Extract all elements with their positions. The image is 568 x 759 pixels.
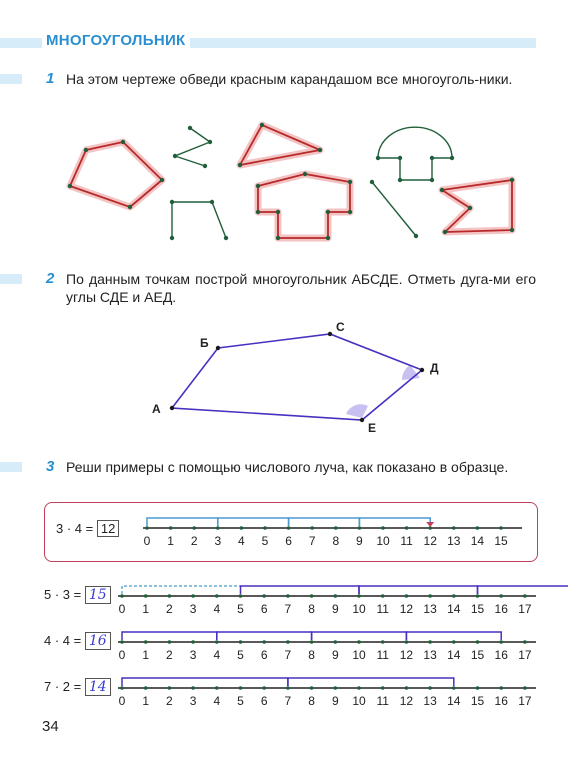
- number-line-tick-label: 17: [518, 694, 532, 708]
- number-line-tick: [334, 686, 338, 690]
- task1-number: 1: [46, 70, 55, 87]
- number-line-tick: [405, 640, 409, 644]
- number-line-tick-label: 6: [260, 694, 268, 708]
- jump-arc: [241, 586, 360, 594]
- number-line-tick: [168, 686, 172, 690]
- task3-number: 3: [46, 458, 55, 475]
- number-line-tick: [357, 640, 361, 644]
- jump-arrow: [426, 522, 434, 527]
- number-line-tick: [191, 640, 195, 644]
- number-line-tick: [428, 686, 432, 690]
- number-line-tick: [168, 640, 172, 644]
- number-line-tick: [144, 640, 148, 644]
- number-line-tick-label: 1: [167, 534, 174, 548]
- jump-arc: [359, 586, 478, 594]
- number-line-tick-label: 5: [237, 694, 244, 708]
- number-line-tick: [428, 594, 432, 598]
- number-line-tick-label: 10: [352, 602, 366, 616]
- sample-expr-text: 3 · 4 =: [56, 521, 94, 536]
- number-line-tick: [169, 526, 173, 530]
- number-line-tick-label: 10: [376, 534, 390, 548]
- number-line-tick: [310, 640, 314, 644]
- jump-arc: [218, 518, 289, 526]
- number-line-tick-label: 12: [423, 534, 437, 548]
- number-line-tick-label: 16: [494, 602, 508, 616]
- number-line-tick: [239, 594, 243, 598]
- number-line-tick: [263, 526, 267, 530]
- number-line-tick: [286, 594, 290, 598]
- number-line-tick: [239, 640, 243, 644]
- number-line-tick: [191, 594, 195, 598]
- number-line-tick-label: 16: [494, 648, 508, 662]
- number-line-tick-label: 5: [237, 602, 244, 616]
- number-line-tick-label: 2: [166, 648, 173, 662]
- number-line-tick: [334, 526, 338, 530]
- number-line-tick: [476, 594, 480, 598]
- number-line-tick-label: 4: [213, 694, 221, 708]
- jump-arc: [406, 632, 501, 640]
- number-line-tick: [523, 686, 527, 690]
- number-line-tick: [287, 526, 291, 530]
- number-line-tick-label: 3: [189, 648, 197, 662]
- number-line-tick-label: 15: [470, 602, 485, 616]
- number-line-tick-label: 3: [214, 534, 222, 548]
- number-line-tick-label: 13: [423, 648, 437, 662]
- number-line-tick: [216, 526, 220, 530]
- number-line-tick-label: 10: [352, 648, 366, 662]
- number-line-tick-label: 2: [166, 694, 173, 708]
- number-line-tick: [499, 686, 503, 690]
- task3-text: Реши примеры с помощью числового луча, как показано в образце.: [66, 459, 509, 475]
- number-line-tick-label: 13: [423, 694, 437, 708]
- number-line-tick: [381, 594, 385, 598]
- number-line-tick-label: 0: [143, 534, 151, 548]
- number-line-tick: [262, 594, 266, 598]
- number-line-tick-label: 11: [376, 694, 389, 708]
- number-line-tick-label: 15: [470, 694, 485, 708]
- number-line-tick: [192, 526, 196, 530]
- number-line-tick: [239, 686, 243, 690]
- point-label-d: Д: [430, 361, 439, 375]
- number-line-tick: [240, 526, 244, 530]
- number-line-tick-label: 9: [356, 534, 363, 548]
- number-line-tick: [310, 526, 314, 530]
- number-line-tick: [381, 526, 385, 530]
- number-line-tick: [310, 686, 314, 690]
- jump-arc: [217, 632, 312, 640]
- example-answer-box[interactable]: 15: [85, 586, 111, 604]
- number-line-tick: [499, 640, 503, 644]
- number-line-tick: [145, 526, 149, 530]
- number-line-tick: [452, 594, 456, 598]
- example-expr-text: 4 · 4 =: [44, 633, 82, 648]
- number-line-tick-label: 7: [284, 602, 292, 616]
- number-line-tick: [358, 526, 362, 530]
- page-title: МНОГОУГОЛЬНИК: [46, 32, 186, 49]
- point-label-b: Б: [200, 336, 209, 350]
- number-line-tick: [405, 686, 409, 690]
- number-line-tick: [286, 686, 290, 690]
- number-line-tick: [262, 686, 266, 690]
- number-line-tick-label: 10: [352, 694, 366, 708]
- jump-arc: [288, 678, 454, 686]
- number-line-tick-label: 6: [285, 534, 292, 548]
- number-line-tick-label: 0: [118, 648, 126, 662]
- point-label-a: А: [152, 402, 161, 416]
- number-line-tick: [381, 686, 385, 690]
- number-line-tick: [168, 594, 172, 598]
- example-expr-text: 7 · 2 =: [44, 679, 82, 694]
- number-line-tick-label: 8: [308, 648, 315, 662]
- number-line-tick-label: 12: [399, 694, 414, 708]
- number-line-tick-label: 2: [190, 534, 198, 548]
- number-line-tick: [476, 686, 480, 690]
- number-line-tick-label: 8: [308, 602, 315, 616]
- number-line-tick-label: 15: [470, 648, 485, 662]
- number-line-tick-label: 15: [494, 534, 508, 548]
- number-line-tick-label: 5: [237, 648, 244, 662]
- number-line-tick: [286, 640, 290, 644]
- point-label-e: Е: [368, 421, 377, 435]
- number-line-tick-label: 9: [331, 694, 339, 708]
- number-line-tick: [144, 686, 148, 690]
- number-line-tick-label: 2: [166, 602, 173, 616]
- number-line-tick-label: 14: [447, 648, 461, 662]
- number-line-tick: [381, 640, 385, 644]
- number-line-tick-label: 7: [284, 648, 292, 662]
- number-line-tick: [215, 686, 219, 690]
- number-line-tick-label: 16: [494, 694, 508, 708]
- number-line-tick: [523, 594, 527, 598]
- number-line-tick-label: 4: [213, 602, 221, 616]
- example-expr-text: 5 · 3 =: [44, 587, 82, 602]
- number-line-tick-label: 8: [308, 694, 315, 708]
- number-line-tick-label: 17: [518, 602, 532, 616]
- number-line-tick: [499, 526, 503, 530]
- number-line-tick-label: 14: [447, 602, 461, 616]
- number-line-tick-label: 6: [260, 648, 268, 662]
- number-line-tick-label: 3: [189, 602, 197, 616]
- example-answer-box[interactable]: 16: [85, 632, 111, 650]
- number-line-tick: [452, 526, 456, 530]
- number-line-tick-label: 5: [261, 534, 269, 548]
- task2-text: По данным точкам построй многоугольник АБСДЕ. Отметь дуга-ми его углы СДЕ и АЕД.: [66, 271, 536, 305]
- number-line-tick: [334, 594, 338, 598]
- number-line-tick-label: 3: [189, 694, 197, 708]
- number-line-tick-label: 14: [470, 534, 485, 548]
- number-line-tick-label: 1: [142, 648, 150, 662]
- jump-arc: [359, 518, 430, 526]
- number-line-tick-label: 9: [331, 648, 339, 662]
- jump-arc: [122, 678, 288, 686]
- number-line-tick: [120, 686, 124, 690]
- number-line-tick: [452, 686, 456, 690]
- jump-arc: [147, 518, 218, 526]
- number-line-tick-label: 9: [331, 602, 339, 616]
- number-line-tick: [334, 640, 338, 644]
- number-line-tick-label: 4: [213, 648, 221, 662]
- number-line-tick: [405, 594, 409, 598]
- jump-arc: [289, 518, 360, 526]
- number-line-tick: [215, 640, 219, 644]
- number-line-tick: [452, 640, 456, 644]
- number-line-tick-label: 0: [118, 602, 126, 616]
- number-line-tick-label: 6: [260, 602, 268, 616]
- number-line-tick: [215, 594, 219, 598]
- number-line-tick: [357, 686, 361, 690]
- number-line-tick-label: 12: [399, 602, 414, 616]
- number-line-tick-label: 11: [400, 534, 413, 548]
- number-line-tick-label: 14: [447, 694, 461, 708]
- jump-arc: [312, 632, 407, 640]
- number-line-tick-label: 7: [284, 694, 292, 708]
- number-line-tick: [191, 686, 195, 690]
- page-number: 34: [42, 718, 59, 735]
- number-line-tick: [310, 594, 314, 598]
- jump-arc: [478, 586, 568, 594]
- number-line-tick-label: 12: [399, 648, 414, 662]
- number-line-tick-label: 8: [332, 534, 340, 548]
- task1-text: На этом чертеже обведи красным карандашом все многоуголь-ники.: [66, 71, 513, 87]
- number-line-tick: [262, 640, 266, 644]
- number-line-tick-label: 17: [518, 648, 532, 662]
- task2-number: 2: [46, 270, 55, 287]
- number-line-tick: [476, 640, 480, 644]
- sample-answer-box: 12: [97, 520, 119, 537]
- number-line-tick: [357, 594, 361, 598]
- number-line-tick-label: 1: [142, 602, 150, 616]
- number-line-tick: [144, 594, 148, 598]
- number-line-tick: [428, 640, 432, 644]
- number-line-tick: [476, 526, 480, 530]
- number-line-tick-label: 4: [238, 534, 245, 548]
- number-line-tick: [499, 594, 503, 598]
- number-line-tick: [120, 640, 124, 644]
- jump-arc-dashed: [122, 586, 241, 594]
- number-line-tick-label: 11: [376, 602, 389, 616]
- example-answer-box[interactable]: 14: [85, 678, 111, 696]
- jump-arc: [122, 632, 217, 640]
- number-line-tick-label: 1: [142, 694, 150, 708]
- number-line-tick: [120, 594, 124, 598]
- number-line-tick-label: 11: [376, 648, 389, 662]
- number-line-tick-label: 13: [447, 534, 461, 548]
- number-line-tick-label: 7: [308, 534, 316, 548]
- number-line-tick: [523, 640, 527, 644]
- number-line-tick-label: 0: [118, 694, 126, 708]
- number-line-tick: [405, 526, 409, 530]
- point-label-c: С: [336, 320, 345, 334]
- number-line-tick-label: 13: [423, 602, 437, 616]
